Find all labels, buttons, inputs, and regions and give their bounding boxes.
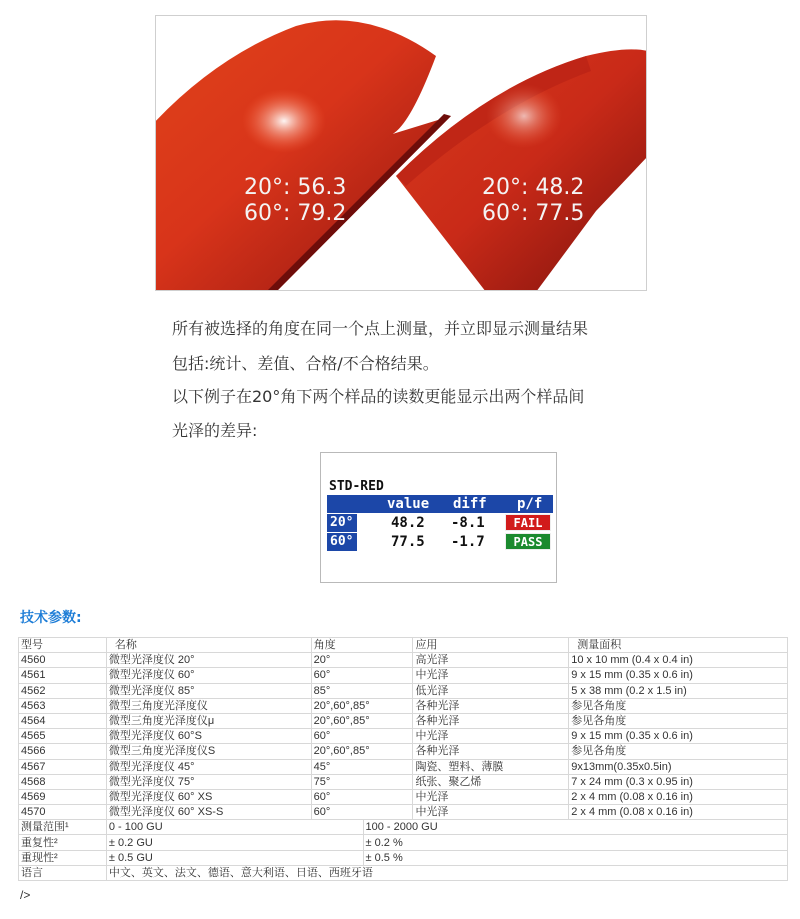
area-cell: 2 x 4 mm (0.08 x 0.16 in) (569, 789, 788, 804)
right-reading-20: 20°: 48.2 (482, 175, 585, 200)
description-line: 光泽的差异: (172, 421, 258, 440)
angle-cell: 45° (311, 759, 413, 774)
table-row (19, 820, 788, 835)
model-cell: 4567 (19, 759, 107, 774)
application-cell: 中光泽 (413, 729, 569, 744)
application-cell: 高光泽 (413, 653, 569, 668)
name-cell: 微型光泽度仪 60° (106, 668, 311, 683)
table-row (19, 759, 788, 774)
spec-header-row (19, 638, 788, 653)
table-row (19, 729, 788, 744)
std-display (320, 452, 557, 583)
area-cell: 参见各角度 (569, 744, 788, 759)
area-cell: 参见各角度 (569, 713, 788, 728)
model-cell: 4568 (19, 774, 107, 789)
angle-cell: 60° (311, 805, 413, 820)
application-cell: 各种光泽 (413, 698, 569, 713)
model-cell: 4566 (19, 744, 107, 759)
std-header-value: value (387, 496, 430, 512)
model-cell: 4560 (19, 653, 107, 668)
area-cell: 9x13mm(0.35x0.5in) (569, 759, 788, 774)
std-pass-badge: PASS (505, 533, 551, 550)
model-cell: 4570 (19, 805, 107, 820)
angle-cell: 20°,60°,85° (311, 744, 413, 759)
std-value: 77.5 (391, 534, 425, 550)
name-cell: 微型光泽度仪 60° XS-S (106, 805, 311, 820)
param-value-cell: ± 0.2 GU (106, 835, 363, 850)
std-value: 48.2 (391, 515, 425, 531)
model-cell: 4561 (19, 668, 107, 683)
std-header-diff: diff (453, 496, 487, 512)
area-cell: 参见各角度 (569, 698, 788, 713)
param-value-cell: 100 - 2000 GU (363, 820, 787, 835)
name-cell: 微型光泽度仪 60°S (106, 729, 311, 744)
red-samples-image (156, 16, 647, 291)
std-diff: -1.7 (451, 534, 485, 550)
name-cell: 微型光泽度仪 85° (106, 683, 311, 698)
name-cell: 微型三角度光泽度仪S (106, 744, 311, 759)
name-cell: 微型光泽度仪 45° (106, 759, 311, 774)
description-line: 以下例子在20°角下两个样品的读数更能显示出两个样品间 (172, 387, 585, 406)
gloss-sample-photo (155, 15, 647, 291)
param-value-cell: ± 0.5 % (363, 850, 787, 865)
spec-section-title: 技术参数: (20, 610, 82, 626)
area-cell: 7 x 24 mm (0.3 x 0.95 in) (569, 774, 788, 789)
language-label-cell: 语言 (19, 865, 107, 880)
spec-table (18, 637, 788, 881)
table-row (19, 668, 788, 683)
left-reading-60: 60°: 79.2 (244, 201, 347, 226)
table-row (19, 744, 788, 759)
std-title: STD-RED (329, 479, 384, 494)
table-row (19, 865, 788, 880)
name-cell: 微型三角度光泽度仪μ (106, 713, 311, 728)
right-reading-60: 60°: 77.5 (482, 201, 585, 226)
area-cell: 2 x 4 mm (0.08 x 0.16 in) (569, 805, 788, 820)
angle-cell: 75° (311, 774, 413, 789)
header-angle: 角度 (311, 638, 413, 653)
area-cell: 5 x 38 mm (0.2 x 1.5 in) (569, 683, 788, 698)
header-name: 名称 (106, 638, 311, 653)
std-fail-badge: FAIL (505, 514, 551, 531)
param-value-cell: ± 0.5 GU (106, 850, 363, 865)
header-area: 测量面积 (569, 638, 788, 653)
table-row (19, 683, 788, 698)
param-value-cell: ± 0.2 % (363, 835, 787, 850)
angle-cell: 60° (311, 729, 413, 744)
application-cell: 纸张、聚乙烯 (413, 774, 569, 789)
trailing-markup-text: /> (20, 888, 31, 902)
angle-cell: 20°,60°,85° (311, 713, 413, 728)
model-cell: 4562 (19, 683, 107, 698)
std-header-pf: p/f (517, 496, 543, 512)
table-row (19, 789, 788, 804)
angle-cell: 60° (311, 789, 413, 804)
std-header-bar (327, 495, 553, 513)
table-row (19, 835, 788, 850)
model-cell: 4565 (19, 729, 107, 744)
area-cell: 9 x 15 mm (0.35 x 0.6 in) (569, 668, 788, 683)
angle-cell: 20°,60°,85° (311, 698, 413, 713)
std-diff: -8.1 (451, 515, 485, 531)
header-application: 应用 (413, 638, 569, 653)
table-row (19, 805, 788, 820)
angle-cell: 60° (311, 668, 413, 683)
table-row (19, 713, 788, 728)
model-cell: 4564 (19, 713, 107, 728)
application-cell: 中光泽 (413, 668, 569, 683)
name-cell: 微型光泽度仪 20° (106, 653, 311, 668)
name-cell: 微型三角度光泽度仪 (106, 698, 311, 713)
angle-cell: 85° (311, 683, 413, 698)
table-row (19, 653, 788, 668)
area-cell: 9 x 15 mm (0.35 x 0.6 in) (569, 729, 788, 744)
table-row (19, 774, 788, 789)
name-cell: 微型光泽度仪 75° (106, 774, 311, 789)
application-cell: 各种光泽 (413, 713, 569, 728)
model-cell: 4569 (19, 789, 107, 804)
name-cell: 微型光泽度仪 60° XS (106, 789, 311, 804)
angle-cell: 20° (311, 653, 413, 668)
language-value-cell: 中文、英文、法文、德语、意大利语、日语、西班牙语 (106, 865, 787, 880)
std-angle: 20° (327, 514, 357, 532)
area-cell: 10 x 10 mm (0.4 x 0.4 in) (569, 653, 788, 668)
left-reading-20: 20°: 56.3 (244, 175, 347, 200)
application-cell: 陶瓷、塑料、薄膜 (413, 759, 569, 774)
model-cell: 4563 (19, 698, 107, 713)
param-value-cell: 0 - 100 GU (106, 820, 363, 835)
param-label-cell: 重复性² (19, 835, 107, 850)
application-cell: 中光泽 (413, 805, 569, 820)
table-row (19, 850, 788, 865)
header-model: 型号 (19, 638, 107, 653)
description-line: 所有被选择的角度在同一个点上测量，并立即显示测量结果 (172, 319, 589, 338)
description-line: 包括:统计、差值、合格/不合格结果。 (172, 354, 439, 373)
param-label-cell: 测量范围¹ (19, 820, 107, 835)
std-angle: 60° (327, 533, 357, 551)
table-row (19, 698, 788, 713)
application-cell: 中光泽 (413, 789, 569, 804)
application-cell: 低光泽 (413, 683, 569, 698)
application-cell: 各种光泽 (413, 744, 569, 759)
param-label-cell: 重现性² (19, 850, 107, 865)
